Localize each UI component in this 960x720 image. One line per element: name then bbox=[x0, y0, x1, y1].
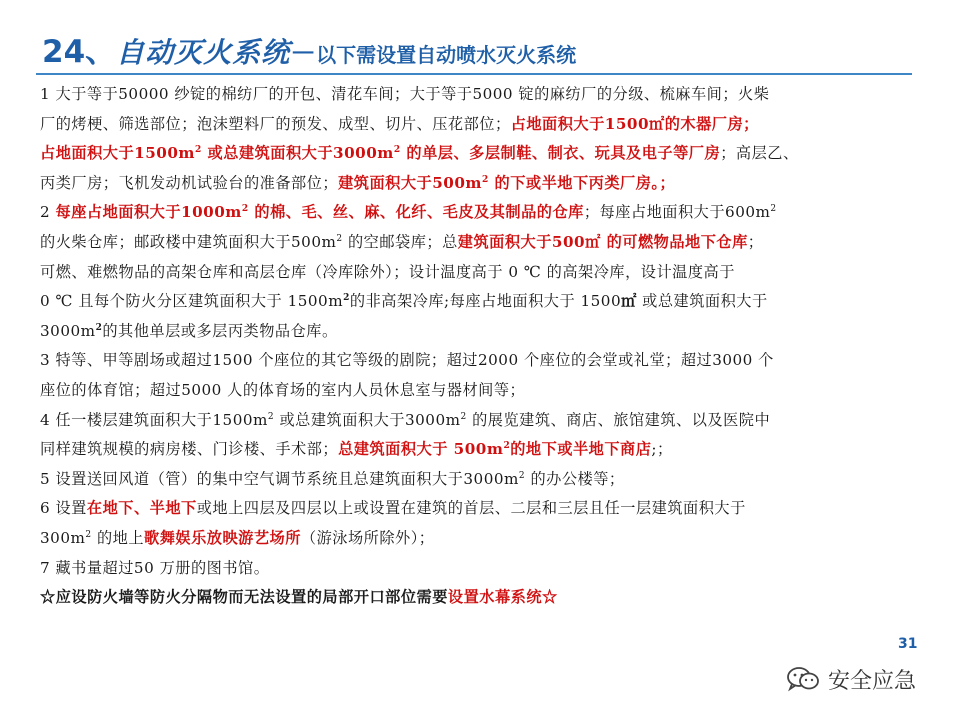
highlighted-text: 占地面积大于1500㎡的木器厂房； bbox=[510, 114, 759, 133]
title-number: 24、 bbox=[42, 34, 117, 70]
title-main: 自动灭火系统 bbox=[116, 36, 291, 69]
text-line bbox=[40, 169, 920, 199]
text-segment: 的办公楼等； bbox=[525, 469, 625, 488]
text-segment: 7 藏书量超过50 万册的图书馆。 bbox=[40, 558, 270, 577]
superscript: 2 bbox=[503, 441, 511, 452]
text-segment: 或地上四层及四层以上或设置在建筑的首层、二层和三层且任一层建筑面积大于 bbox=[196, 499, 746, 518]
superscript: 2 bbox=[336, 233, 343, 244]
text-line bbox=[40, 287, 920, 317]
superscript: 2 bbox=[241, 204, 249, 215]
highlighted-text: 歌舞娱乐放映游艺场所 bbox=[144, 528, 301, 547]
text-segment: （游泳场所除外）； bbox=[300, 528, 435, 547]
text-segment: 5 设置送回风道（管）的集中空气调节系统且总建筑面积大于3000m bbox=[40, 469, 519, 488]
text-segment: 的火柴仓库；邮政楼中建筑面积大于500m bbox=[40, 232, 337, 251]
superscript: 2 bbox=[85, 529, 92, 540]
text-segment: 的其他单层或多层丙类物品仓库。 bbox=[102, 321, 338, 340]
text-line bbox=[40, 435, 920, 465]
highlighted-text: 的单层、多层制鞋、制衣、玩具及电子等厂房 bbox=[400, 144, 721, 163]
superscript: 2 bbox=[460, 411, 467, 422]
text-segment: 6 设置 bbox=[40, 499, 87, 518]
text-line bbox=[40, 346, 920, 376]
highlighted-text: 或总建筑面积大于3000m bbox=[201, 144, 394, 163]
wechat-icon bbox=[786, 666, 820, 692]
superscript: 2 bbox=[770, 204, 777, 215]
text-segment: ；每座占地面积大于600m bbox=[583, 203, 771, 222]
text-segment: 3 特等、甲等剧场或超过1500 个座位的其它等级的剧院；超过2000 个座位的会堂或礼堂；超过3000 个 bbox=[40, 351, 774, 370]
text-segment: 的展览建筑、商店、旅馆建筑、以及医院中 bbox=[466, 410, 771, 429]
text-line bbox=[40, 228, 920, 258]
superscript: 2 bbox=[267, 411, 275, 422]
superscript: 2 bbox=[481, 174, 489, 185]
text-line bbox=[40, 198, 920, 228]
text-line bbox=[40, 583, 920, 613]
text-segment: 的非高架冷库;每座占地面积大于 1500 bbox=[349, 292, 622, 311]
text-segment: ； bbox=[747, 232, 764, 251]
text-line bbox=[40, 406, 920, 436]
text-segment: 丙类厂房；飞机发动机试验台的准备部位； bbox=[40, 173, 339, 192]
highlighted-text: 建筑面积大于500m bbox=[338, 173, 482, 192]
highlighted-text: 占地面积大于1500m bbox=[40, 144, 195, 163]
highlighted-text: 设置水幕系统☆ bbox=[447, 588, 558, 607]
highlighted-text: 的棉、毛、丝、麻、化纤、毛皮及其制品的仓库 bbox=[248, 203, 584, 222]
text-line bbox=[40, 524, 920, 554]
text-segment: 4 任一楼层建筑面积大于1500m bbox=[40, 410, 268, 429]
text-segment: ㎡ bbox=[621, 292, 637, 311]
text-segment: 或总建筑面积大于3000m bbox=[274, 410, 461, 429]
text-segment: 3000m bbox=[40, 321, 96, 340]
text-line bbox=[40, 110, 920, 140]
text-line bbox=[40, 465, 920, 495]
text-line bbox=[40, 80, 920, 110]
superscript: 2 bbox=[393, 145, 401, 156]
text-segment: 2 bbox=[40, 203, 56, 222]
text-segment: 厂的烤梗、筛选部位；泡沫塑料厂的预发、成型、切片、压花部位； bbox=[40, 114, 511, 133]
text-line bbox=[40, 494, 920, 524]
text-segment: 的地上 bbox=[91, 528, 145, 547]
text-segment: ☆应设防火墙等防火分隔物而无法设置的局部开口部位需要 bbox=[40, 588, 448, 607]
text-segment: ;； bbox=[651, 440, 673, 459]
highlighted-text: 的下或半地下丙类厂房。； bbox=[488, 173, 676, 192]
superscript: 2 bbox=[343, 293, 350, 304]
text-segment: 0 ℃ 且每个防火分区建筑面积大于 1500m bbox=[40, 292, 344, 311]
text-segment: 1 大于等于50000 纱锭的棉纺厂的开包、清花车间；大于等于5000 锭的麻纺厂的分级、梳麻车间；火柴 bbox=[40, 85, 770, 103]
text-segment: 同样建筑规模的病房楼、门诊楼、手术部； bbox=[40, 440, 339, 459]
text-line bbox=[40, 317, 920, 347]
watermark bbox=[786, 664, 916, 694]
text-line bbox=[40, 139, 920, 169]
text-line bbox=[40, 376, 920, 406]
title-divider bbox=[36, 73, 912, 75]
title-subtitle: 以下需设置自动喷水灭火系统 bbox=[316, 43, 577, 67]
text-segment: 座位的体育馆；超过5000 人的体育场的室内人员休息室与器材间等； bbox=[40, 380, 526, 399]
page-number: 31 bbox=[898, 636, 918, 652]
superscript: 2 bbox=[518, 470, 526, 481]
body-text bbox=[40, 80, 920, 613]
text-segment: ；高层乙、 bbox=[720, 144, 799, 163]
page-title bbox=[42, 26, 922, 72]
highlighted-text: 的地下或半地下商店 bbox=[510, 440, 652, 459]
highlighted-text: 建筑面积大于500㎡ 的可燃物品地下仓库 bbox=[457, 232, 748, 251]
text-segment: 可燃、难燃物品的高架仓库和高层仓库（冷库除外）；设计温度高于 0 ℃ 的高架冷库，设计温度高于 bbox=[40, 262, 735, 281]
text-segment: 或总建筑面积大于 bbox=[636, 292, 768, 311]
title-dash: － bbox=[290, 39, 317, 69]
superscript: 2 bbox=[95, 322, 103, 333]
text-line bbox=[40, 258, 920, 288]
highlighted-text: 每座占地面积大于1000m bbox=[55, 203, 242, 222]
watermark-text: 安全应急 bbox=[828, 668, 917, 694]
highlighted-text: 在地下、半地下 bbox=[86, 499, 197, 518]
text-line bbox=[40, 554, 920, 584]
text-segment: 的空邮袋库；总 bbox=[342, 232, 458, 251]
text-segment: 300m bbox=[40, 528, 86, 547]
superscript: 2 bbox=[194, 145, 202, 156]
highlighted-text: 总建筑面积大于 500m bbox=[338, 440, 504, 459]
